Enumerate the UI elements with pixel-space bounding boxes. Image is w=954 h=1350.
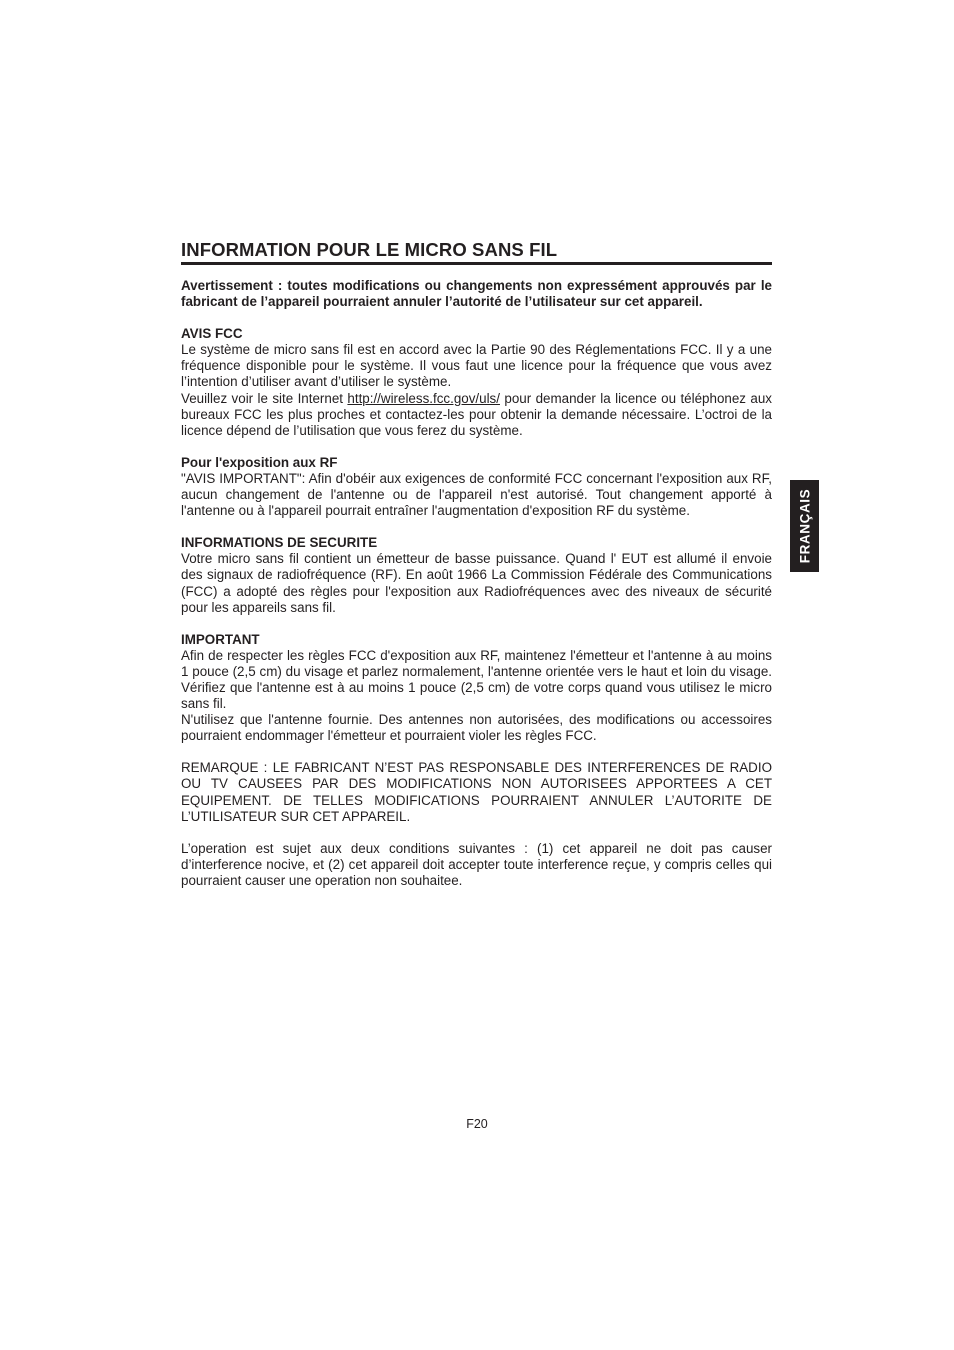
avis-fcc-text-after-link: pour demander la licence ou téléphonez aux bureaux FCC les plus proches et contactez-les pour obtenir la demande nécessaire. L’octroi de la licence dépend de l’utilisation que vous ferez du système. (181, 390, 772, 438)
security-text: Votre micro sans fil contient un émetteur de basse puissance. Quand l' EUT est allumé il envoie des signaux de radiofréquence (RF). En août 1966 La Commission Fédérale des Communications (FCC) a adopté des règles pour l'exposition aux Radiofréquences avec des niveaux de sécurité pour les appareils sans fil. (181, 551, 772, 615)
language-tab-label: FRANÇAIS (797, 488, 812, 564)
important-paragraph-1: Afin de respecter les règles FCC d'exposition aux RF, maintenez l'émetteur et l'antenne à au moins 1 pouce (2,5 cm) du visage et parlez normalement, l'antenne orientée vers le haut et loin du visage. Vérifiez que l'antenne est à au moins 1 pouce (2,5 cm) de votre corps quand vous utilisez le micro sans fil. (181, 647, 772, 712)
avis-fcc-paragraph-1: Le système de micro sans fil est en accord avec la Partie 90 des Réglementations FCC. Il y a une fréquence disponible pour le système. Il vous faut une licence pour la fréquence que vous avez l’intention d’utiliser avant d’utiliser le système. (181, 342, 772, 390)
avis-fcc-section (181, 326, 772, 439)
fcc-website-link[interactable]: http://wireless.fcc.gov/uls/ (347, 390, 500, 406)
page-title: INFORMATION POUR LE MICRO SANS FIL (181, 238, 772, 265)
important-heading: IMPORTANT (181, 631, 260, 647)
important-paragraph-2: N'utilisez que l'antenne fournie. Des antennes non autorisées, des modifications ou accessoires pourraient endommager l'émetteur et pourraient violer les règles FCC. (181, 712, 772, 744)
avis-fcc-paragraph-2 (181, 391, 772, 439)
warning-text: Avertissement : toutes modifications ou changements non expressément approuvés par le fabricant de l’appareil pourraient annuler l’autorité de l’utilisateur sur cet appareil. (181, 278, 772, 310)
remarque-section (181, 760, 772, 824)
important-section (181, 632, 772, 745)
rf-exposure-section (181, 455, 772, 519)
operation-section (181, 841, 772, 889)
avis-fcc-heading: AVIS FCC (181, 326, 243, 342)
remarque-text: REMARQUE : LE FABRICANT N’EST PAS RESPONSABLE DES INTERFERENCES DE RADIO OU TV CAUSEES PAR DES MODIFICATIONS NON AUTORISEES APPORTEES A CET EQUIPEMENT. DE TELLES MODIFICATIONS POURRAIENT ANNULER L’AUTORITE DE L’UTILISATEUR SUR CET APPAREIL. (181, 760, 772, 824)
operation-text: L’operation est sujet aux deux conditions suivantes : (1) cet appareil ne doit pas causer d’interference nocive, et (2) cet appareil doit accepter toute interference reçue, y compris celles qui pourraient causer une operation non souhaitee. (181, 840, 772, 888)
rf-exposure-heading: Pour l'exposition aux RF (181, 454, 338, 470)
page-number: F20 (466, 1117, 488, 1131)
security-heading: INFORMATIONS DE SECURITE (181, 535, 378, 551)
security-section (181, 535, 772, 615)
avis-fcc-text-before-link: Veuillez voir le site Internet (181, 390, 348, 406)
rf-exposure-text: "AVIS IMPORTANT": Afin d'obéir aux exigences de conformité FCC concernant l'exposition aux RF, aucun changement de l'antenne ou de l'appareil n'est autorisé. Tout changement apporté à l'antenne ou à l'appareil pourrait entraîner l'augmentation d'exposition RF du système. (181, 470, 772, 519)
language-tab (790, 480, 819, 572)
document-content (181, 238, 772, 889)
